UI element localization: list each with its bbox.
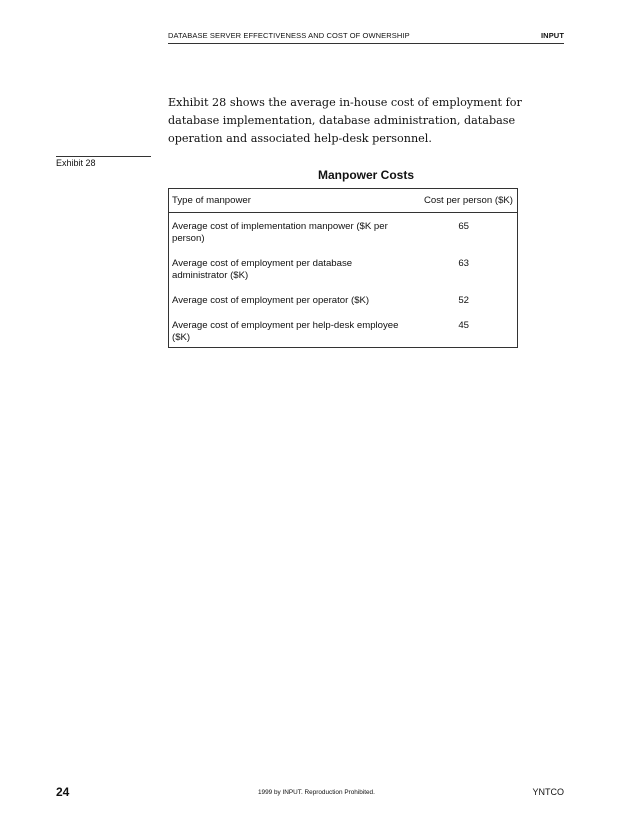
cell-manpower-type: Average cost of employment per operator ($K) (172, 295, 370, 306)
table-title (168, 168, 564, 182)
copyright-notice: 1999 by INPUT. Reproduction Prohibited. (258, 789, 375, 796)
running-header (168, 30, 564, 44)
table-row (169, 258, 517, 282)
document-code: YNTCO (532, 787, 564, 797)
intro-paragraph (168, 94, 568, 148)
cell-cost: 63 (458, 258, 469, 269)
header-brand: INPUT (541, 31, 564, 40)
exhibit-label: Exhibit 28 (56, 158, 96, 168)
intro-text: Exhibit 28 shows the average in-house cost of employment for database implementation, database administration, database operation and associated help-desk personnel. (168, 96, 522, 145)
table-header-row (169, 189, 517, 213)
cell-manpower-type: Average cost of employment per database administrator ($K) (172, 258, 353, 281)
header-title: DATABASE SERVER EFFECTIVENESS AND COST OF OWNERSHIP (168, 31, 410, 40)
cell-manpower-type: Average cost of employment per help-desk employee ($K) (172, 320, 399, 343)
column-header-cost: Cost per person ($K) (423, 195, 513, 206)
cell-manpower-type: Average cost of implementation manpower ($K per person) (172, 221, 388, 244)
page-number: 24 (56, 785, 70, 799)
table-row (169, 320, 517, 344)
exhibit-divider (56, 156, 151, 157)
manpower-costs-table (168, 188, 518, 348)
table-body (169, 213, 517, 347)
table-title-text: Manpower Costs (317, 168, 414, 182)
cell-cost: 52 (458, 295, 469, 306)
column-header-type: Type of manpower (172, 195, 251, 206)
cell-cost: 45 (458, 320, 469, 331)
table-row (169, 221, 517, 245)
cell-cost: 65 (458, 221, 469, 232)
table-row (169, 295, 517, 307)
